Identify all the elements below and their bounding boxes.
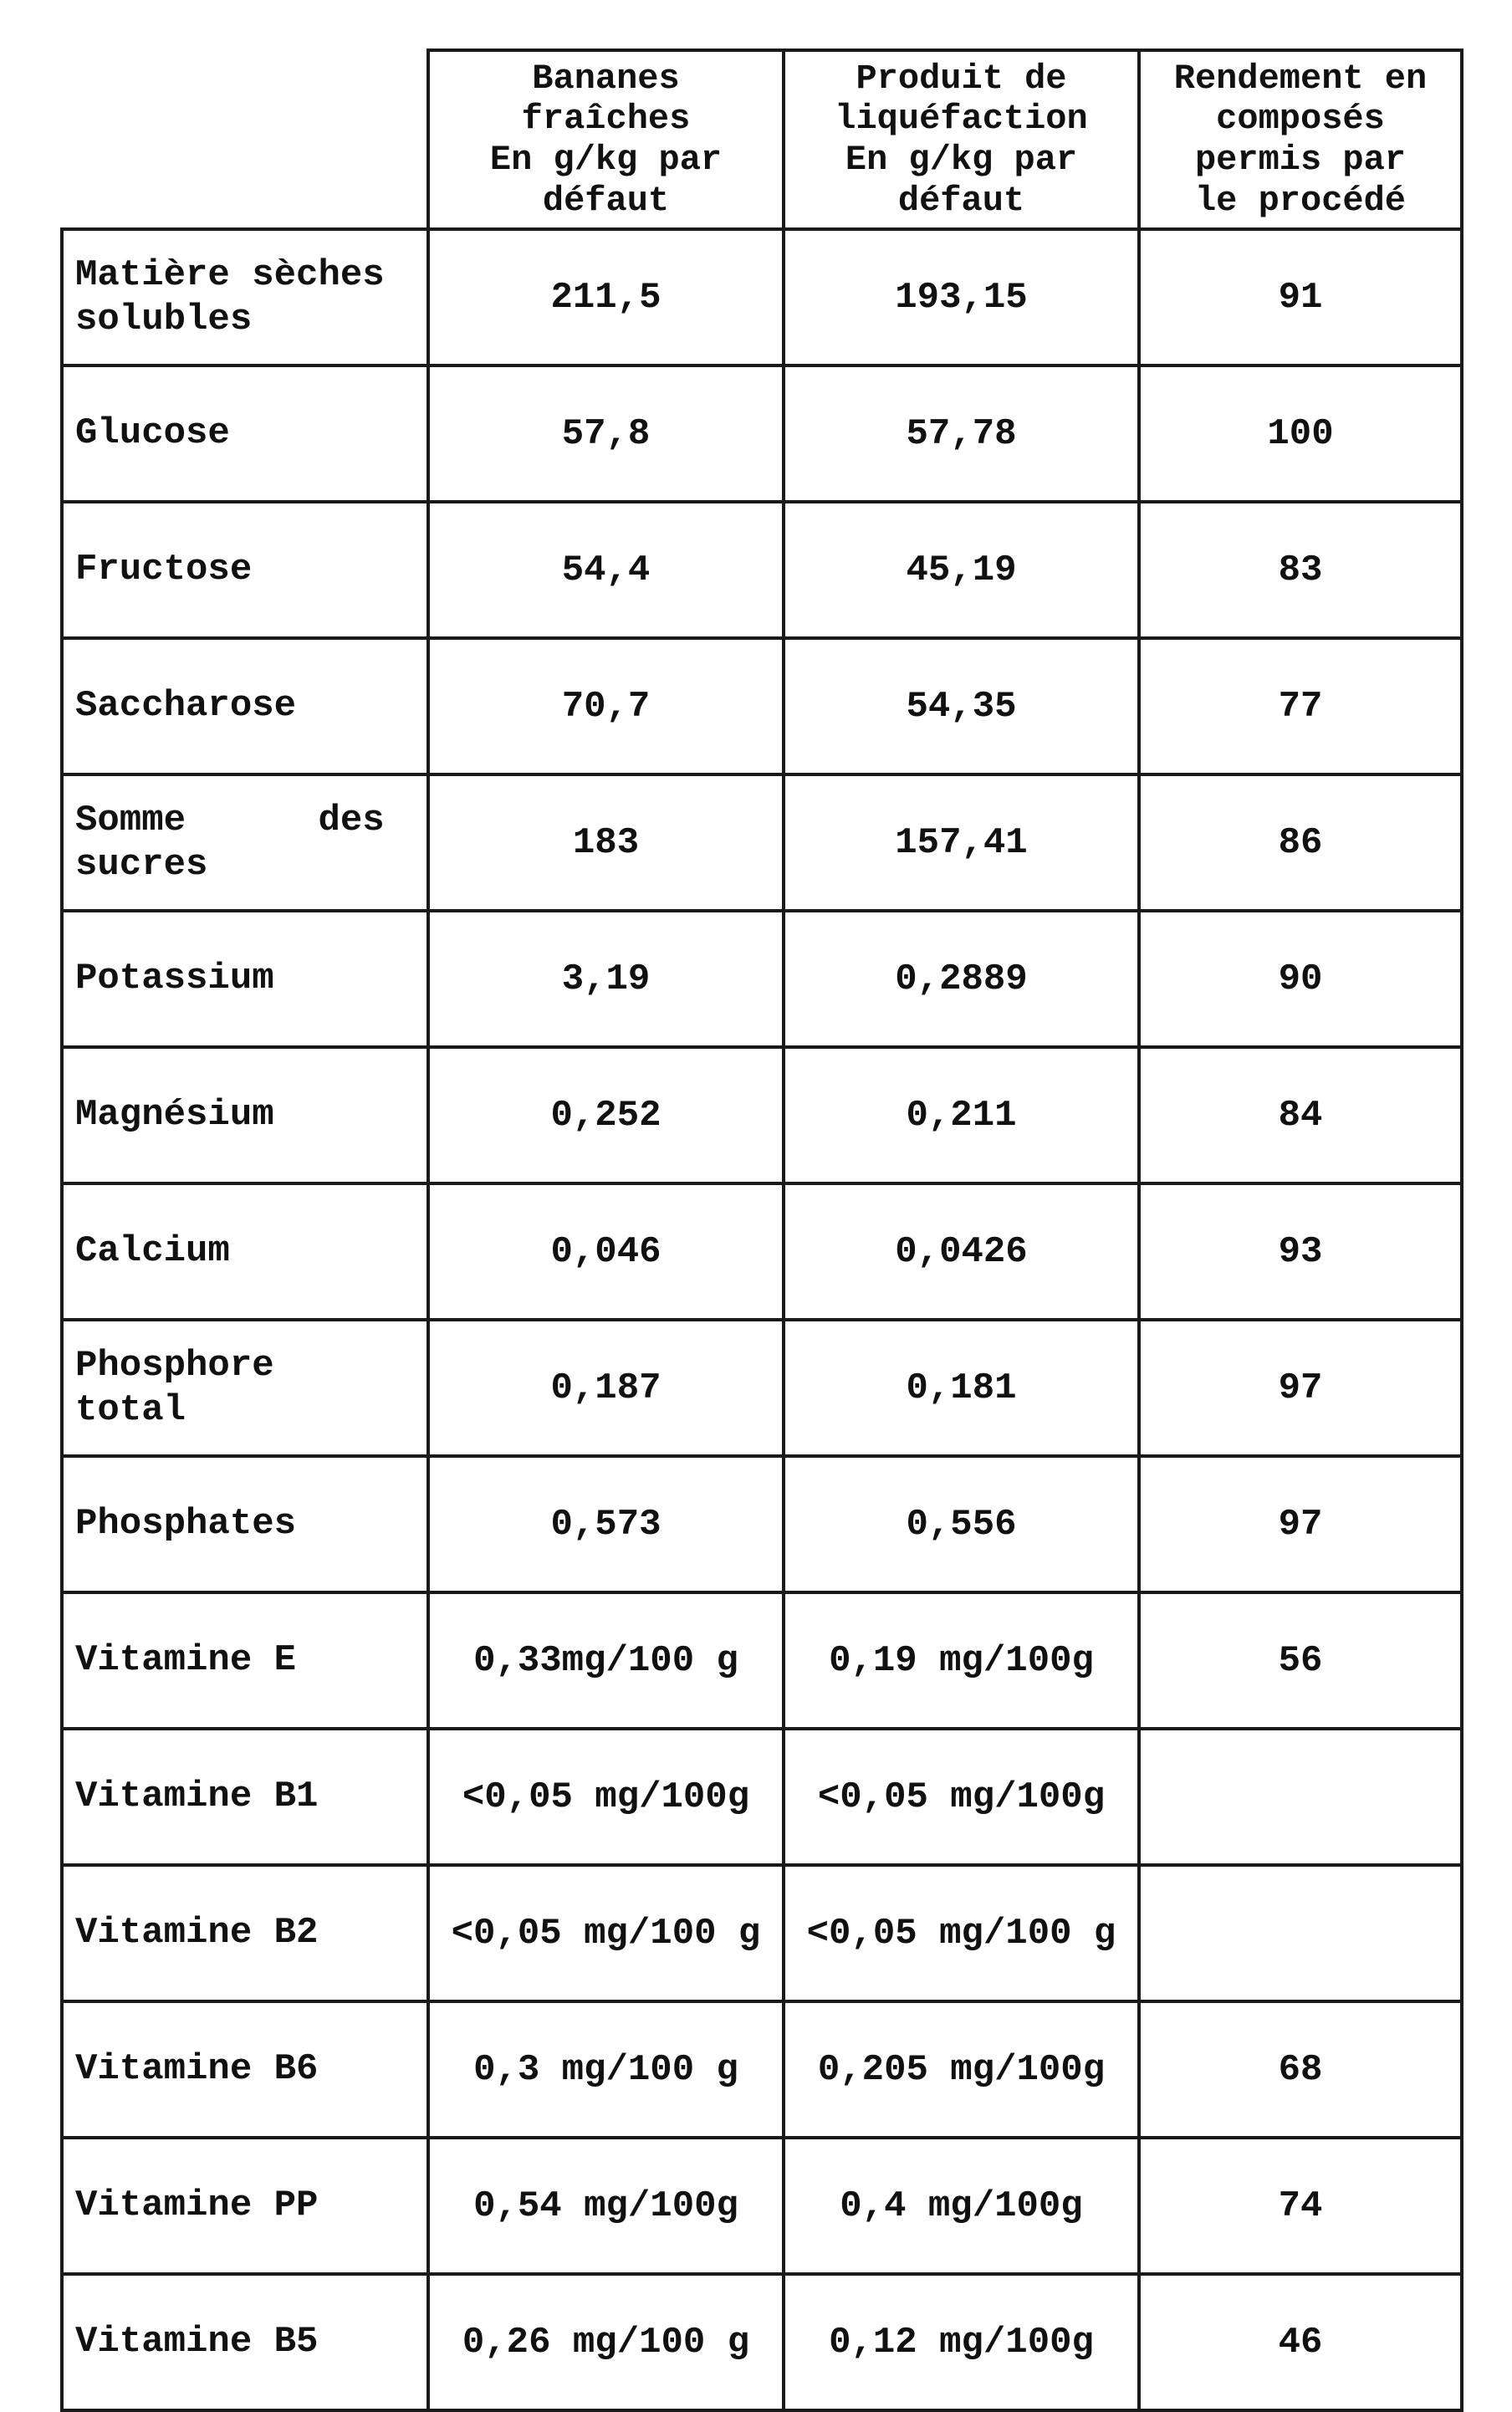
value-liquefaction: 193,15: [784, 229, 1139, 365]
row-label: Vitamine PP: [62, 2138, 428, 2274]
value-liquefaction: 54,35: [784, 638, 1139, 774]
value-rendement: 46: [1139, 2274, 1462, 2410]
value-liquefaction: 0,211: [784, 1047, 1139, 1183]
table-row: [62, 1047, 1462, 1183]
value-bananes: 0,3 mg/100 g: [428, 2001, 784, 2138]
value-rendement: 56: [1139, 1592, 1462, 1729]
value-liquefaction: 0,205 mg/100g: [784, 2001, 1139, 2138]
row-label: Magnésium: [62, 1047, 428, 1183]
table-header: [62, 50, 1462, 229]
value-rendement: 97: [1139, 1456, 1462, 1592]
header-row: [62, 50, 1462, 229]
row-label: Vitamine B6: [62, 2001, 428, 2138]
value-bananes: <0,05 mg/100g: [428, 1729, 784, 1865]
row-label: Somme des sucres: [62, 774, 428, 911]
table-row: [62, 1592, 1462, 1729]
row-label: Matière sèches solubles: [62, 229, 428, 365]
table-row: [62, 229, 1462, 365]
value-rendement: 97: [1139, 1320, 1462, 1456]
row-label: Glucose: [62, 365, 428, 502]
composition-table: [60, 49, 1463, 2412]
value-bananes: 70,7: [428, 638, 784, 774]
table-row: [62, 638, 1462, 774]
corner-cell: [62, 50, 428, 229]
row-label: Vitamine B1: [62, 1729, 428, 1865]
row-label: Vitamine B5: [62, 2274, 428, 2410]
value-liquefaction: <0,05 mg/100g: [784, 1729, 1139, 1865]
value-liquefaction: 0,2889: [784, 911, 1139, 1047]
table-row: [62, 911, 1462, 1047]
value-bananes: 54,4: [428, 502, 784, 638]
table-row: [62, 365, 1462, 502]
value-liquefaction: 157,41: [784, 774, 1139, 911]
value-bananes: 57,8: [428, 365, 784, 502]
value-bananes: 0,187: [428, 1320, 784, 1456]
value-rendement: 90: [1139, 911, 1462, 1047]
table-row: [62, 1865, 1462, 2001]
value-rendement: 91: [1139, 229, 1462, 365]
value-liquefaction: 0,556: [784, 1456, 1139, 1592]
table-row: [62, 2001, 1462, 2138]
value-bananes: 211,5: [428, 229, 784, 365]
value-bananes: 0,54 mg/100g: [428, 2138, 784, 2274]
table-row: [62, 1729, 1462, 1865]
value-rendement: 83: [1139, 502, 1462, 638]
value-rendement: [1139, 1729, 1462, 1865]
row-label: Calcium: [62, 1183, 428, 1320]
table-body: [62, 229, 1462, 2410]
table-row: [62, 2138, 1462, 2274]
row-label: Fructose: [62, 502, 428, 638]
value-liquefaction: 57,78: [784, 365, 1139, 502]
value-rendement: 77: [1139, 638, 1462, 774]
value-bananes: <0,05 mg/100 g: [428, 1865, 784, 2001]
col-header-produit-liquefaction: Produit de liquéfaction En g/kg par défaut: [784, 50, 1139, 229]
table-row: [62, 774, 1462, 911]
table-row: [62, 1320, 1462, 1456]
table-row: [62, 1183, 1462, 1320]
value-bananes: 0,26 mg/100 g: [428, 2274, 784, 2410]
row-label: Potassium: [62, 911, 428, 1047]
col-header-rendement: Rendement en composés permis par le procédé: [1139, 50, 1462, 229]
value-rendement: 84: [1139, 1047, 1462, 1183]
value-liquefaction: 0,181: [784, 1320, 1139, 1456]
value-rendement: 68: [1139, 2001, 1462, 2138]
table-row: [62, 2274, 1462, 2410]
table-row: [62, 502, 1462, 638]
value-rendement: 86: [1139, 774, 1462, 911]
table-row: [62, 1456, 1462, 1592]
row-label: Phosphore total: [62, 1320, 428, 1456]
value-rendement: 100: [1139, 365, 1462, 502]
value-rendement: 93: [1139, 1183, 1462, 1320]
value-liquefaction: <0,05 mg/100 g: [784, 1865, 1139, 2001]
value-liquefaction: 0,19 mg/100g: [784, 1592, 1139, 1729]
value-liquefaction: 45,19: [784, 502, 1139, 638]
row-label: Vitamine B2: [62, 1865, 428, 2001]
value-bananes: 0,33mg/100 g: [428, 1592, 784, 1729]
value-bananes: 0,573: [428, 1456, 784, 1592]
value-liquefaction: 0,12 mg/100g: [784, 2274, 1139, 2410]
row-label: Saccharose: [62, 638, 428, 774]
value-bananes: 3,19: [428, 911, 784, 1047]
value-liquefaction: 0,4 mg/100g: [784, 2138, 1139, 2274]
row-label: Phosphates: [62, 1456, 428, 1592]
value-bananes: 0,046: [428, 1183, 784, 1320]
value-rendement: [1139, 1865, 1462, 2001]
value-liquefaction: 0,0426: [784, 1183, 1139, 1320]
col-header-bananes-fraiches: Bananes fraîches En g/kg par défaut: [428, 50, 784, 229]
value-bananes: 0,252: [428, 1047, 784, 1183]
value-rendement: 74: [1139, 2138, 1462, 2274]
row-label: Vitamine E: [62, 1592, 428, 1729]
value-bananes: 183: [428, 774, 784, 911]
